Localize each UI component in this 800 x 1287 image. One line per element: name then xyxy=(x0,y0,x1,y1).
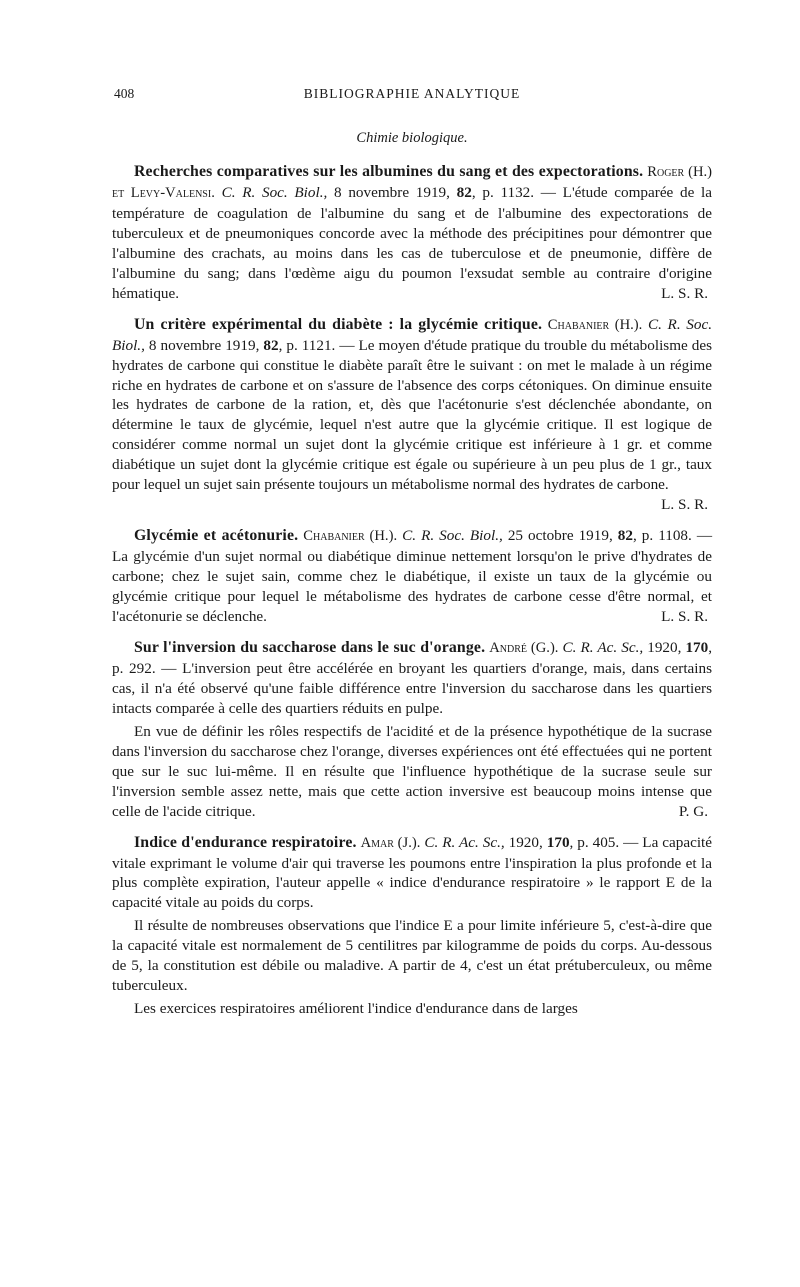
entry-body-continued: Il résulte de nombreuses observations que l'indice E a pour limite inférieure 5, c'est-à-dire que la capacité vitale est normalement de 5 centilitres par kilogramme de poids du corps. Au-dessous de 5, la constitution est débile ou maladive. A partir de 4, c'est un état prétuberculeux, ou même tuberculeux. xyxy=(112,917,712,995)
entry-body: — La glycémie d'un sujet normal ou diabétique diminue nettement lorsqu'on le prive d'hydrates de carbone; chez le sujet sain, comme chez le diabétique, il existe un taux de la glycémie ou glycémie critique pour lequel le métabolisme des hydrates de carbone cesse d'être normal, et l'acétonurie se déclenche. xyxy=(112,527,713,626)
abstract-entry xyxy=(112,526,712,627)
page-number: 408 xyxy=(114,86,135,101)
section-title: Chimie biologique. xyxy=(356,130,468,146)
entry-authors: Amar (J.). xyxy=(360,834,421,851)
entry-title: Glycémie et acétonurie. xyxy=(134,527,299,545)
entry-body: — Le moyen d'étude pratique du trouble du métabolisme des hydrates de carbone qui constitue le diabète paraît être le suivant : on met le malade à un régime riche en hydrates de carbone et on s'assure de l'absence des corps cétoniques. On diminue ensuite les hydrates de carbone de la ration, et, dès que l'acétonurie s'est déclenchée abondante, on détermine le taux de glycémie, lequel n'est autre que la glycémie critique. Il est logique de considérer comme normal un sujet dont la glycémie critique est inférieure à 1 gr. et comme diabétique un sujet dont la glycémie critique est égale ou supérieure à un peu plus de 1 gr., taux pour lequel un sujet sain présente toujours un métabolisme normal des hydrates de carbone. xyxy=(112,336,713,494)
entry-journal: C. R. Soc. Biol., xyxy=(221,183,328,201)
entry-paragraph xyxy=(112,638,712,719)
entry-authors: Chabanier (H.). xyxy=(303,528,398,545)
abstract-entry xyxy=(112,315,712,516)
entry-paragraph xyxy=(112,722,712,822)
entry-volume: 82 xyxy=(617,527,633,545)
running-header xyxy=(112,86,712,108)
entry-paragraph xyxy=(112,833,712,914)
entry-body-continued: En vue de définir les rôles respectifs de l'acidité et de la présence hypothétique de la sucrase dans l'inversion du saccharose chez l'orange, diverses expériences ont été effectuées qui ne portent que sur le suc lui-même. Il en résulte que l'influence hypothétique de la sucrase seule sur l'inversion semble assez nette, mais que cette action inversive est beaucoup moins intense que celle de l'acide citrique. xyxy=(112,722,712,820)
entry-journal: C. R. Soc. Biol., xyxy=(112,315,713,354)
entry-date: 1920, xyxy=(504,833,547,851)
entry-date: 25 octobre 1919, xyxy=(502,527,618,545)
entry-volume: 170 xyxy=(685,638,709,656)
entry-date: 8 novembre 1919, xyxy=(327,183,457,201)
entry-date: 1920, xyxy=(643,638,686,656)
entry-paragraph xyxy=(112,162,712,304)
entry-volume: 82 xyxy=(456,183,472,201)
running-title: BIBLIOGRAPHIE ANALYTIQUE xyxy=(303,86,521,101)
entry-authors: Roger (H.) et Levy-Valensi. xyxy=(112,164,713,201)
entry-title: Un critère expérimental du diabète : la glycémie critique. xyxy=(134,315,543,333)
entry-body-continued: Les exercices respiratoires améliorent l'indice d'endurance dans de larges xyxy=(134,1000,578,1018)
abstract-entry xyxy=(112,162,712,304)
abstract-entry xyxy=(112,833,712,1020)
entry-authors: Chabanier (H.). xyxy=(547,316,643,333)
entry-title: Sur l'inversion du saccharose dans le suc d'orange. xyxy=(134,638,486,656)
entry-body: — L'inversion peut être accélérée en broyant les quartiers d'orange, mais, dans certains cas, il n'a été observé qu'une faible différence entre l'inversion du saccharose dans les quartiers intacts comparée à celle des quartiers réduits en pulpe. xyxy=(112,659,713,717)
entry-authors: André (G.). xyxy=(489,639,559,656)
entry-signature: L. S. R. xyxy=(661,284,708,302)
entry-journal: C. R. Ac. Sc., xyxy=(424,833,505,851)
entry-pages: , p. 292. xyxy=(112,638,713,677)
entry-date: 8 novembre 1919, xyxy=(144,336,264,354)
entry-signature: L. S. R. xyxy=(661,496,708,514)
entry-journal: C. R. Ac. Sc., xyxy=(562,638,644,656)
entry-pages: , p. 1121. xyxy=(278,336,336,354)
entry-pages: , p. 1132. xyxy=(471,183,535,201)
abstract-entry xyxy=(112,638,712,822)
entry-paragraph xyxy=(112,999,712,1019)
entry-volume: 82 xyxy=(263,336,279,354)
entry-paragraph xyxy=(112,916,712,996)
entry-paragraph xyxy=(112,315,713,514)
entry-pages: , p. 1108. xyxy=(632,527,692,545)
entry-title: Recherches comparatives sur les albumines du sang et des expectorations. xyxy=(134,163,644,180)
entry-title: Indice d'endurance respiratoire. xyxy=(134,833,357,851)
entry-body: — La capacité vitale exprimant le volume d'air qui traverse les poumons entre l'inspiration la plus profonde et la plus complète expiration, l'auteur appelle « indice d'endurance respiratoire » le rapport E de la capacité vitale au poids du corps. xyxy=(112,833,712,912)
entry-volume: 170 xyxy=(546,833,570,851)
journal-page xyxy=(112,86,712,1030)
entry-pages: , p. 405. xyxy=(569,833,620,851)
entry-paragraph xyxy=(112,526,712,627)
entry-body: — L'étude comparée de la température de coagulation de l'albumine du sang et de l'albumine des expectorations de tuberculeux et de pneumoniques concorde avec la méthode des précipitines pour démontrer que l'albumine des crachats, au moins dans les cas de tuberculose et de pneumonie, diffère de l'albumine du sang; dans l'œdème aigu du poumon l'exsudat semble au contraire d'origine hématique. xyxy=(112,183,713,302)
entry-journal: C. R. Soc. Biol., xyxy=(402,527,503,545)
entry-signature: P. G. xyxy=(678,802,708,820)
entry-signature: L. S. R. xyxy=(661,608,708,626)
